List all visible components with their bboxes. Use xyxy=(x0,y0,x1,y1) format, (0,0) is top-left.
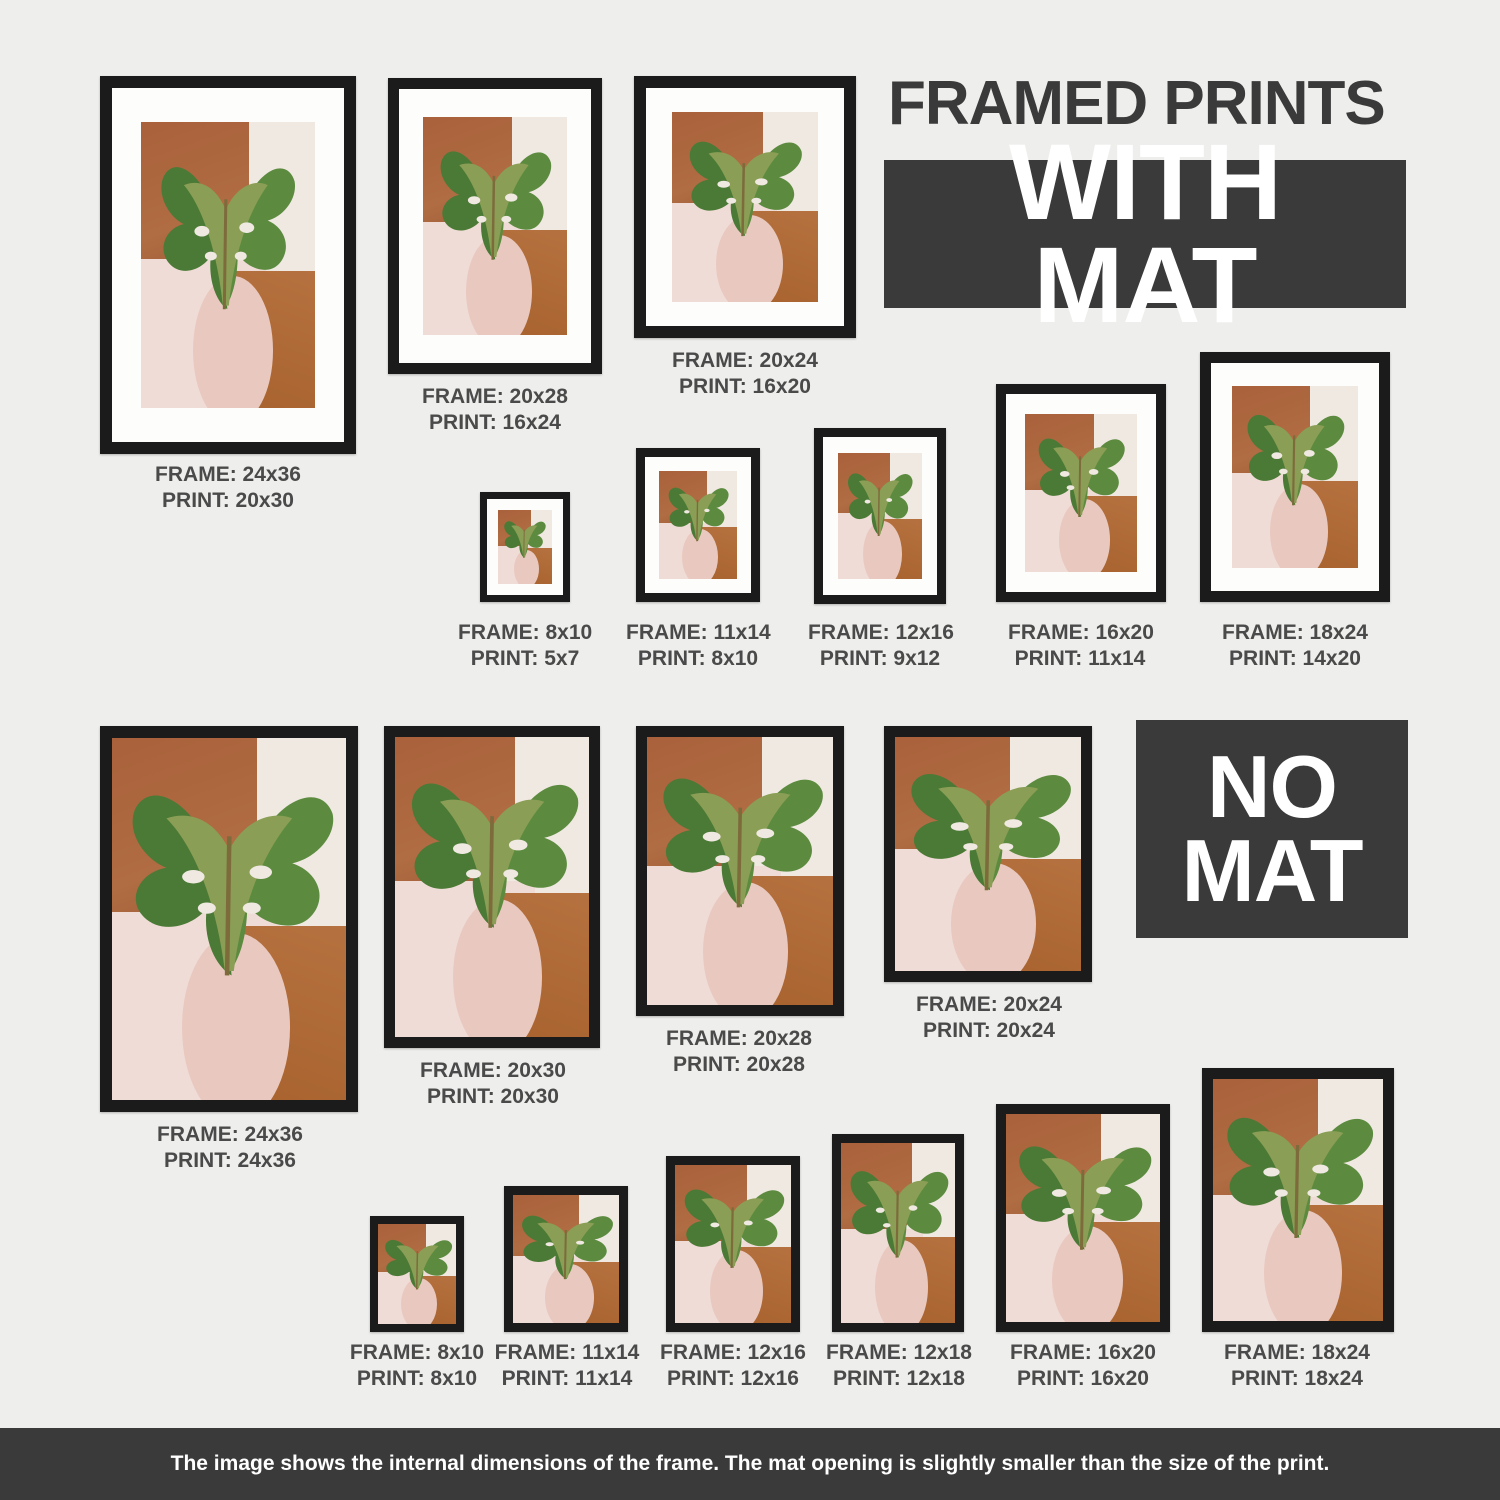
print-size-label: PRINT: 20x24 xyxy=(923,1018,1055,1042)
artwork xyxy=(395,737,589,1037)
print-size-label: PRINT: 14x20 xyxy=(1229,646,1361,670)
frame-no-mat-11x14[interactable] xyxy=(504,1186,628,1332)
artwork xyxy=(841,1143,955,1323)
frame-size-label: FRAME: 12x16 xyxy=(660,1341,806,1364)
frame-no-mat-20x28[interactable] xyxy=(636,726,844,1016)
caption-no-mat-20x28 xyxy=(612,1026,866,1077)
print-size-label: PRINT: 12x16 xyxy=(667,1366,799,1390)
print-size-label: PRINT: 20x30 xyxy=(427,1084,559,1108)
frame-with-mat-20x28[interactable] xyxy=(388,78,602,374)
frame-with-mat-11x14[interactable] xyxy=(636,448,760,602)
frame-with-mat-12x16[interactable] xyxy=(814,428,946,604)
artwork xyxy=(1025,414,1137,572)
caption-no-mat-12x18 xyxy=(826,1340,972,1391)
mat xyxy=(645,457,751,593)
caption-with-mat-20x28 xyxy=(368,384,622,435)
artwork xyxy=(1232,386,1358,568)
caption-no-mat-8x10 xyxy=(344,1340,490,1391)
caption-no-mat-11x14 xyxy=(494,1340,640,1391)
frame-size-label: FRAME: 24x36 xyxy=(155,463,301,486)
artwork xyxy=(838,453,922,579)
frame-size-label: FRAME: 12x18 xyxy=(826,1341,972,1364)
print-size-label: PRINT: 20x30 xyxy=(162,488,294,512)
caption-with-mat-18x24 xyxy=(1222,620,1368,671)
frame-with-mat-8x10[interactable] xyxy=(480,492,570,602)
caption-with-mat-8x10 xyxy=(458,620,592,671)
banner-no-mat-line2: MAT xyxy=(1181,821,1363,920)
print-size-label: PRINT: 12x18 xyxy=(833,1366,965,1390)
frame-no-mat-20x30[interactable] xyxy=(384,726,600,1048)
artwork xyxy=(895,737,1081,971)
frame-size-label: FRAME: 20x28 xyxy=(422,385,568,408)
frame-no-mat-24x36[interactable] xyxy=(100,726,358,1112)
mat xyxy=(1006,394,1156,592)
frame-size-label: FRAME: 24x36 xyxy=(157,1123,303,1146)
artwork xyxy=(378,1224,456,1324)
artwork xyxy=(513,1195,619,1323)
frame-no-mat-16x20[interactable] xyxy=(996,1104,1170,1332)
frame-size-label: FRAME: 12x16 xyxy=(808,621,954,644)
frame-with-mat-24x36[interactable] xyxy=(100,76,356,454)
mat xyxy=(646,88,844,326)
caption-no-mat-18x24 xyxy=(1224,1340,1370,1391)
print-size-label: PRINT: 9x12 xyxy=(819,646,941,670)
artwork xyxy=(672,112,818,302)
print-size-label: PRINT: 11x14 xyxy=(1014,646,1146,670)
caption-with-mat-24x36 xyxy=(100,462,356,513)
frame-with-mat-20x24[interactable] xyxy=(634,76,856,338)
frame-size-label: FRAME: 16x20 xyxy=(1010,1341,1156,1364)
artwork xyxy=(423,117,567,335)
mat xyxy=(399,89,591,363)
print-size-label: PRINT: 16x24 xyxy=(429,410,561,434)
frame-size-label: FRAME: 20x24 xyxy=(916,993,1062,1016)
frame-size-label: FRAME: 20x28 xyxy=(666,1027,812,1050)
caption-with-mat-20x24 xyxy=(618,348,872,399)
mat xyxy=(487,499,563,595)
caption-no-mat-20x24 xyxy=(862,992,1116,1043)
mat xyxy=(1211,363,1379,591)
artwork xyxy=(659,471,737,579)
artwork xyxy=(141,122,315,408)
artwork xyxy=(1213,1079,1383,1321)
frame-no-mat-12x16[interactable] xyxy=(666,1156,800,1332)
heading-framed-prints: FRAMED PRINTS xyxy=(888,69,1385,138)
frame-size-label: FRAME: 11x14 xyxy=(626,621,771,644)
caption-with-mat-12x16 xyxy=(808,620,952,671)
banner-no-mat-line1: NO xyxy=(1207,737,1337,837)
caption-no-mat-12x16 xyxy=(660,1340,806,1391)
mat xyxy=(823,437,937,595)
banner-with-mat: WITH MAT xyxy=(884,160,1406,308)
print-size-label: PRINT: 24x36 xyxy=(164,1148,296,1172)
frame-size-label: FRAME: 8x10 xyxy=(458,621,593,644)
print-size-label: PRINT: 16x20 xyxy=(1017,1366,1149,1390)
footer-note-bar xyxy=(0,1428,1500,1500)
frame-no-mat-20x24[interactable] xyxy=(884,726,1092,982)
frame-size-label: FRAME: 20x30 xyxy=(420,1059,566,1082)
caption-no-mat-20x30 xyxy=(366,1058,620,1109)
print-size-label: PRINT: 8x10 xyxy=(356,1366,478,1390)
caption-no-mat-24x36 xyxy=(102,1122,358,1173)
mat xyxy=(112,88,344,442)
frame-with-mat-16x20[interactable] xyxy=(996,384,1166,602)
frame-size-label: FRAME: 8x10 xyxy=(349,1341,485,1364)
frame-size-label: FRAME: 18x24 xyxy=(1222,621,1368,644)
frame-size-label: FRAME: 20x24 xyxy=(672,349,818,372)
frame-no-mat-18x24[interactable] xyxy=(1202,1068,1394,1332)
artwork xyxy=(647,737,833,1005)
print-size-label: PRINT: 16x20 xyxy=(679,374,811,398)
caption-with-mat-11x14 xyxy=(626,620,770,671)
artwork xyxy=(1006,1114,1160,1322)
banner-no-mat xyxy=(1136,720,1408,938)
print-size-label: PRINT: 11x14 xyxy=(501,1366,633,1390)
frame-with-mat-18x24[interactable] xyxy=(1200,352,1390,602)
caption-with-mat-16x20 xyxy=(1008,620,1152,671)
footer-note-text: The image shows the internal dimensions of the frame. The mat opening is slightly smaller than the size of the print. xyxy=(170,1452,1330,1475)
frame-size-label: FRAME: 11x14 xyxy=(494,1341,640,1364)
print-size-label: PRINT: 8x10 xyxy=(637,646,759,670)
artwork xyxy=(675,1165,791,1323)
artwork xyxy=(498,510,552,584)
print-size-label: PRINT: 20x28 xyxy=(673,1052,805,1076)
print-size-label: PRINT: 5x7 xyxy=(470,646,580,670)
print-size-label: PRINT: 18x24 xyxy=(1231,1366,1363,1390)
caption-no-mat-16x20 xyxy=(1010,1340,1156,1391)
frame-size-label: FRAME: 18x24 xyxy=(1224,1341,1370,1364)
frame-no-mat-8x10[interactable] xyxy=(370,1216,464,1332)
artwork xyxy=(112,738,346,1100)
frame-size-label: FRAME: 16x20 xyxy=(1008,621,1154,644)
frame-no-mat-12x18[interactable] xyxy=(832,1134,964,1332)
